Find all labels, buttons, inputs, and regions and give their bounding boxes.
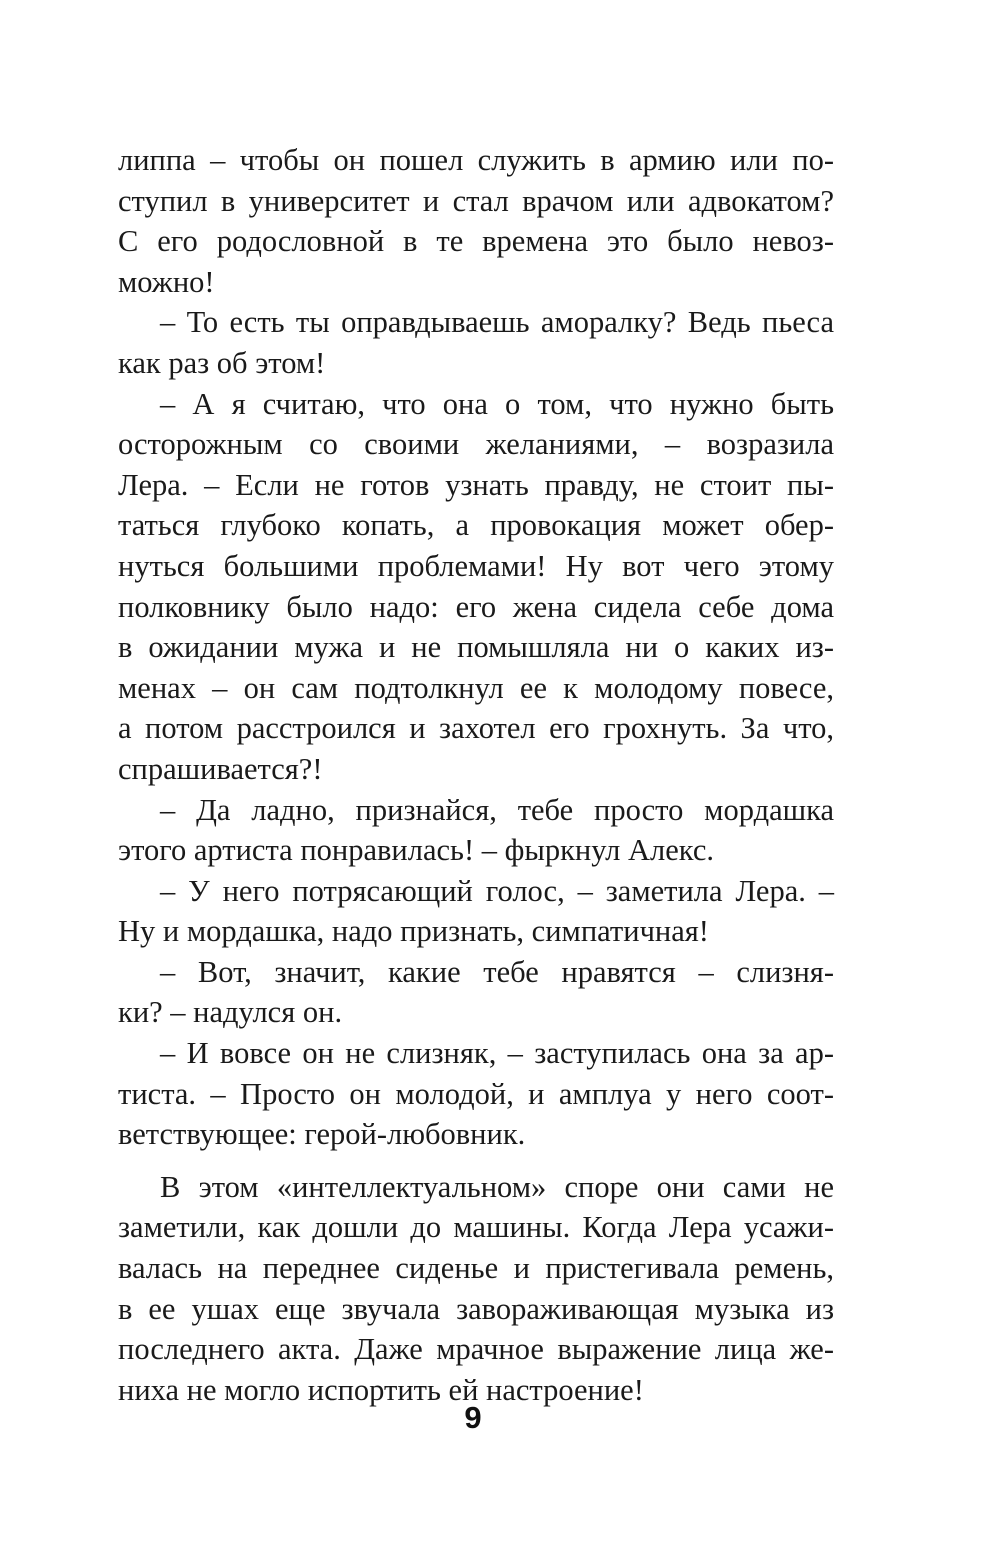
text-line: – И вовсе он не слизняк, – заступилась она за ар- — [160, 1036, 834, 1071]
text-line: В этом «интеллектуальном» споре они сами не — [160, 1169, 834, 1204]
text-line: тиста. – Просто он молодой, и амплуа у него соот- — [118, 1076, 834, 1111]
text-line: – Да ладно, признайся, тебе просто мордашка — [160, 792, 834, 827]
text-line: полковнику было надо: его жена сидела себе дома — [118, 589, 834, 624]
text-line: – А я считаю, что она о том, что нужно быть — [160, 386, 834, 421]
text-line: – Вот, значит, какие тебе нравятся – слизня- — [160, 954, 834, 989]
text-line: С его родословной в те времена это было невоз- — [118, 224, 834, 259]
text-line: ки? – надулся он. — [118, 995, 343, 1030]
text-line: ветствующее: герой-любовник. — [118, 1117, 526, 1152]
text-line: – У него потрясающий голос, – заметила Лера. – — [160, 873, 834, 908]
text-line: в ожидании мужа и не помышляла ни о каких из- — [118, 630, 834, 665]
text-line: менах – он сам подтолкнул ее к молодому повесе, — [118, 670, 834, 705]
text-line: Лера. – Если не готов узнать правду, не стоит пы- — [118, 467, 834, 502]
text-line: осторожным со своими желаниями, – возразила — [118, 427, 834, 462]
text-line: в ее ушах еще звучала завораживающая музыка из — [118, 1291, 834, 1326]
text-line: валась на переднее сиденье и пристегивала ремень, — [118, 1251, 834, 1286]
text-line: Ну и мордашка, надо признать, симпатичная! — [118, 914, 709, 949]
text-line: как раз об этом! — [118, 345, 326, 380]
text-line: а потом расстроился и захотел его грохнуть. За что, — [118, 711, 834, 746]
page-number: 9 — [464, 1400, 482, 1435]
text-line: липпа – чтобы он пошел служить в армию или по- — [118, 143, 834, 177]
text-line: ступил в университет и стал врачом или адвокатом? — [118, 183, 834, 218]
text-line: нуться большими проблемами! Ну вот чего этому — [118, 548, 834, 583]
text-line: ниха не могло испортить ей настроение! — [118, 1372, 644, 1407]
text-line: последнего акта. Даже мрачное выражение лица же- — [118, 1332, 834, 1367]
text-line: таться глубоко копать, а провокация может обер- — [118, 508, 834, 543]
body-text — [118, 140, 834, 1410]
text-line: спрашивается?! — [118, 751, 323, 786]
text-line: – То есть ты оправдываешь аморалку? Ведь пьеса — [160, 305, 834, 340]
text-line: заметили, как дошли до машины. Когда Лера усажи- — [118, 1210, 834, 1245]
text-line: этого артиста понравилась! – фыркнул Алекс. — [118, 833, 715, 868]
text-line: можно! — [118, 264, 215, 299]
